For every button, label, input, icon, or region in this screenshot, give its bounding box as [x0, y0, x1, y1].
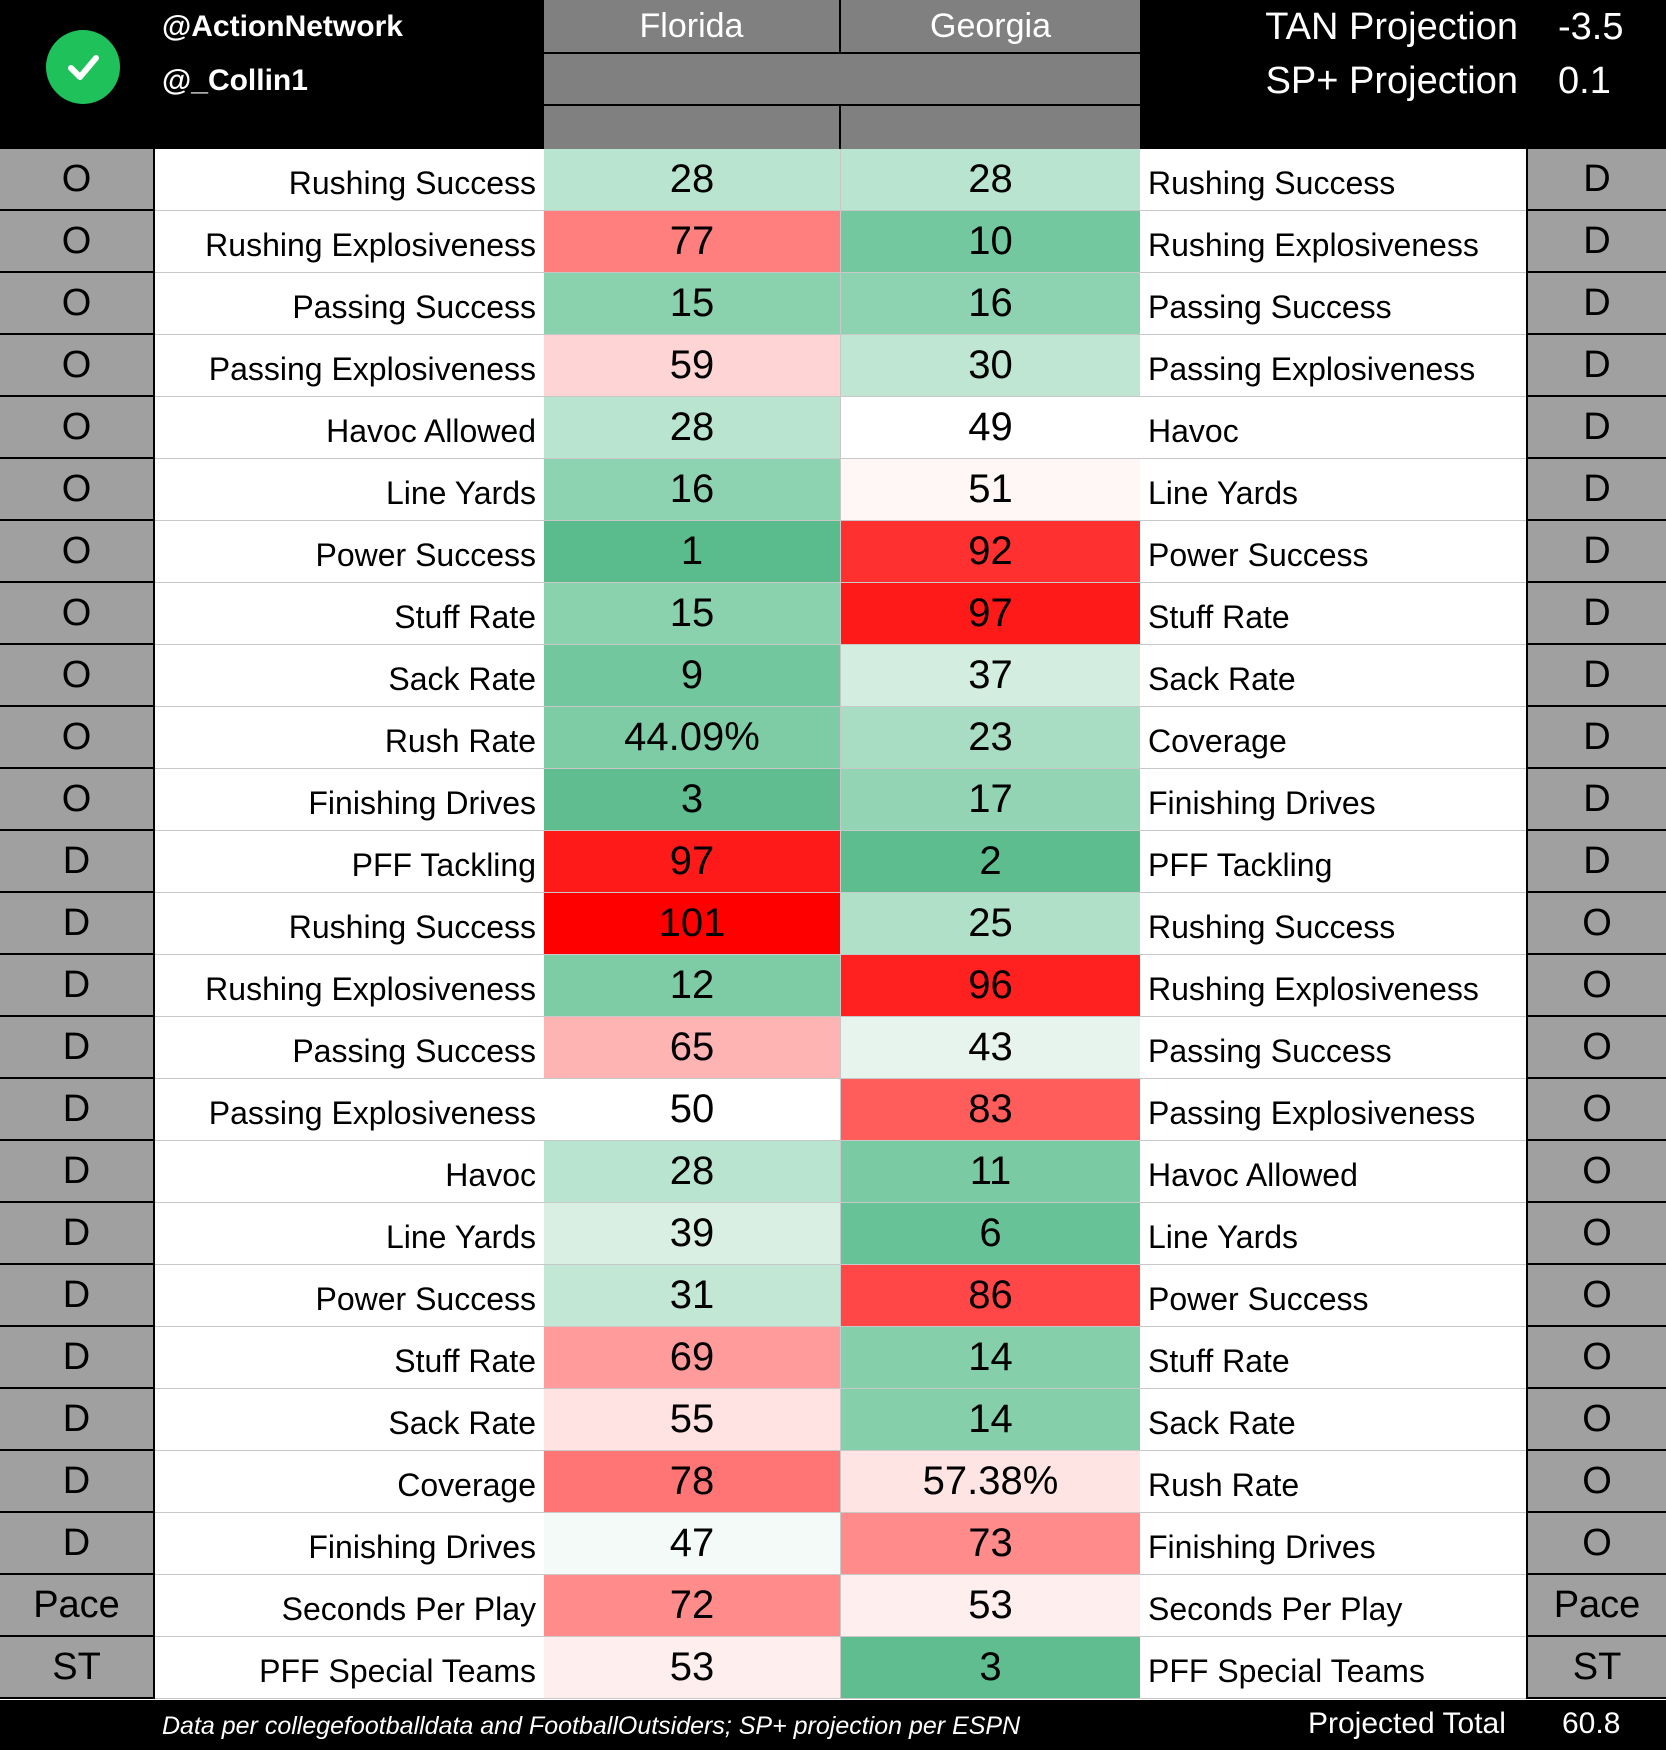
side-label-left: D: [0, 955, 155, 1017]
value-florida: 15: [544, 273, 841, 335]
metric-label-right: Havoc Allowed: [1140, 1141, 1526, 1203]
table-row: [0, 1451, 1666, 1513]
table-row: [0, 1017, 1666, 1079]
value-georgia: 30: [841, 335, 1140, 397]
side-label-left: D: [0, 831, 155, 893]
value-florida: 16: [544, 459, 841, 521]
metric-label-right: Power Success: [1140, 521, 1526, 583]
header-gray-sub-georgia: [841, 106, 1140, 149]
side-label-left: ST: [0, 1637, 155, 1699]
metric-label-right: Passing Explosiveness: [1140, 335, 1526, 397]
handle-collin: @_Collin1: [162, 64, 308, 97]
metric-label-right: Line Yards: [1140, 459, 1526, 521]
value-georgia: 73: [841, 1513, 1140, 1575]
metric-label-right: Rush Rate: [1140, 1451, 1526, 1513]
metric-label-right: Havoc: [1140, 397, 1526, 459]
side-label-right: O: [1526, 1451, 1666, 1513]
side-label-right: O: [1526, 1265, 1666, 1327]
value-georgia: 97: [841, 583, 1140, 645]
metric-label-left: Passing Success: [155, 1017, 544, 1079]
side-label-right: D: [1526, 273, 1666, 335]
side-label-left: Pace: [0, 1575, 155, 1637]
metric-label-left: Finishing Drives: [155, 1513, 544, 1575]
value-georgia: 25: [841, 893, 1140, 955]
metric-label-left: Rushing Success: [155, 893, 544, 955]
table-row: [0, 893, 1666, 955]
side-label-left: O: [0, 335, 155, 397]
side-label-left: O: [0, 769, 155, 831]
table-row: [0, 1079, 1666, 1141]
metric-label-left: Seconds Per Play: [155, 1575, 544, 1637]
metric-label-left: Stuff Rate: [155, 583, 544, 645]
side-label-right: O: [1526, 955, 1666, 1017]
value-georgia: 43: [841, 1017, 1140, 1079]
metric-label-left: Stuff Rate: [155, 1327, 544, 1389]
value-florida: 39: [544, 1203, 841, 1265]
table-row: [0, 273, 1666, 335]
tan-projection-label: TAN Projection: [1265, 6, 1518, 48]
metric-label-left: Sack Rate: [155, 645, 544, 707]
side-label-right: D: [1526, 583, 1666, 645]
side-label-right: O: [1526, 1203, 1666, 1265]
metric-label-right: Rushing Success: [1140, 893, 1526, 955]
side-label-right: O: [1526, 1017, 1666, 1079]
metric-label-left: Passing Success: [155, 273, 544, 335]
value-florida: 50: [544, 1079, 841, 1141]
metric-label-right: Sack Rate: [1140, 645, 1526, 707]
metric-label-left: Rush Rate: [155, 707, 544, 769]
value-florida: 28: [544, 1141, 841, 1203]
team-header-georgia: Georgia: [841, 0, 1140, 52]
table-row: [0, 1637, 1666, 1699]
value-florida: 28: [544, 397, 841, 459]
table-row: [0, 769, 1666, 831]
table-row: [0, 645, 1666, 707]
side-label-left: D: [0, 1079, 155, 1141]
value-florida: 77: [544, 211, 841, 273]
side-label-right: D: [1526, 707, 1666, 769]
metrics-table: [0, 149, 1666, 1699]
value-florida: 3: [544, 769, 841, 831]
value-georgia: 86: [841, 1265, 1140, 1327]
source-note: Data per collegefootballdata and FootballOutsiders; SP+ projection per ESPN: [162, 1712, 1021, 1740]
value-florida: 59: [544, 335, 841, 397]
metric-label-left: Line Yards: [155, 1203, 544, 1265]
metric-label-right: Seconds Per Play: [1140, 1575, 1526, 1637]
side-label-right: O: [1526, 1327, 1666, 1389]
value-florida: 12: [544, 955, 841, 1017]
metric-label-right: Stuff Rate: [1140, 583, 1526, 645]
table-row: [0, 1513, 1666, 1575]
side-label-right: D: [1526, 397, 1666, 459]
side-label-left: D: [0, 1265, 155, 1327]
value-florida: 28: [544, 149, 841, 211]
side-label-left: O: [0, 521, 155, 583]
table-row: [0, 831, 1666, 893]
value-florida: 55: [544, 1389, 841, 1451]
value-georgia: 83: [841, 1079, 1140, 1141]
footer-bar: [0, 1700, 1666, 1750]
header-projection-block: [1140, 0, 1666, 149]
metric-label-right: Power Success: [1140, 1265, 1526, 1327]
metric-label-left: PFF Tackling: [155, 831, 544, 893]
side-label-right: O: [1526, 1141, 1666, 1203]
value-florida: 9: [544, 645, 841, 707]
table-row: [0, 1141, 1666, 1203]
value-florida: 78: [544, 1451, 841, 1513]
table-row: [0, 397, 1666, 459]
metric-label-right: Rushing Explosiveness: [1140, 211, 1526, 273]
value-georgia: 14: [841, 1389, 1140, 1451]
value-florida: 69: [544, 1327, 841, 1389]
side-label-left: D: [0, 1203, 155, 1265]
side-label-right: Pace: [1526, 1575, 1666, 1637]
side-label-left: D: [0, 1389, 155, 1451]
metric-label-right: Stuff Rate: [1140, 1327, 1526, 1389]
side-label-left: O: [0, 645, 155, 707]
value-georgia: 57.38%: [841, 1451, 1140, 1513]
metric-label-right: Rushing Success: [1140, 149, 1526, 211]
side-label-right: D: [1526, 521, 1666, 583]
header-gray-sub-florida: [544, 106, 841, 149]
side-label-right: D: [1526, 645, 1666, 707]
projected-total-label: Projected Total: [1308, 1707, 1506, 1740]
metric-label-left: Rushing Explosiveness: [155, 211, 544, 273]
value-florida: 65: [544, 1017, 841, 1079]
value-georgia: 17: [841, 769, 1140, 831]
metric-label-right: Finishing Drives: [1140, 769, 1526, 831]
metric-label-left: Coverage: [155, 1451, 544, 1513]
metric-label-right: Sack Rate: [1140, 1389, 1526, 1451]
side-label-left: O: [0, 459, 155, 521]
value-georgia: 96: [841, 955, 1140, 1017]
value-georgia: 92: [841, 521, 1140, 583]
table-row: [0, 1389, 1666, 1451]
sp-projection-label: SP+ Projection: [1265, 60, 1518, 102]
side-label-right: O: [1526, 1513, 1666, 1575]
side-label-left: D: [0, 1327, 155, 1389]
tan-projection-value: -3.5: [1558, 6, 1624, 48]
value-florida: 44.09%: [544, 707, 841, 769]
value-georgia: 11: [841, 1141, 1140, 1203]
metric-label-left: Havoc: [155, 1141, 544, 1203]
metric-label-left: Havoc Allowed: [155, 397, 544, 459]
value-florida: 72: [544, 1575, 841, 1637]
metric-label-right: Finishing Drives: [1140, 1513, 1526, 1575]
value-georgia: 16: [841, 273, 1140, 335]
table-row: [0, 1575, 1666, 1637]
team-header-florida: Florida: [544, 0, 841, 52]
value-georgia: 49: [841, 397, 1140, 459]
value-florida: 31: [544, 1265, 841, 1327]
side-label-left: O: [0, 397, 155, 459]
side-label-right: D: [1526, 211, 1666, 273]
header-brand-block: [0, 0, 544, 149]
side-label-left: D: [0, 893, 155, 955]
value-georgia: 53: [841, 1575, 1140, 1637]
sp-projection-value: 0.1: [1558, 60, 1611, 102]
side-label-right: O: [1526, 893, 1666, 955]
value-georgia: 2: [841, 831, 1140, 893]
value-florida: 15: [544, 583, 841, 645]
metric-label-right: Passing Explosiveness: [1140, 1079, 1526, 1141]
table-row: [0, 955, 1666, 1017]
side-label-right: D: [1526, 769, 1666, 831]
header-gray-band: [544, 52, 1140, 106]
value-georgia: 3: [841, 1637, 1140, 1699]
value-florida: 53: [544, 1637, 841, 1699]
value-georgia: 6: [841, 1203, 1140, 1265]
metric-label-right: PFF Special Teams: [1140, 1637, 1526, 1699]
metric-label-left: PFF Special Teams: [155, 1637, 544, 1699]
metric-label-right: Coverage: [1140, 707, 1526, 769]
metric-label-right: PFF Tackling: [1140, 831, 1526, 893]
table-row: [0, 1327, 1666, 1389]
side-label-right: D: [1526, 149, 1666, 211]
side-label-left: O: [0, 707, 155, 769]
metric-label-left: Sack Rate: [155, 1389, 544, 1451]
value-florida: 97: [544, 831, 841, 893]
side-label-right: D: [1526, 831, 1666, 893]
side-label-left: D: [0, 1513, 155, 1575]
checkmark-icon: [46, 30, 120, 104]
table-row: [0, 149, 1666, 211]
value-georgia: 23: [841, 707, 1140, 769]
value-georgia: 10: [841, 211, 1140, 273]
value-georgia: 51: [841, 459, 1140, 521]
value-georgia: 14: [841, 1327, 1140, 1389]
table-row: [0, 583, 1666, 645]
table-row: [0, 211, 1666, 273]
metric-label-left: Passing Explosiveness: [155, 1079, 544, 1141]
table-row: [0, 1265, 1666, 1327]
metric-label-right: Line Yards: [1140, 1203, 1526, 1265]
side-label-right: O: [1526, 1079, 1666, 1141]
side-label-left: D: [0, 1017, 155, 1079]
side-label-right: D: [1526, 459, 1666, 521]
projected-total-value: 60.8: [1562, 1707, 1621, 1740]
metric-label-left: Passing Explosiveness: [155, 335, 544, 397]
side-label-right: D: [1526, 335, 1666, 397]
side-label-left: O: [0, 583, 155, 645]
value-florida: 101: [544, 893, 841, 955]
metric-label-left: Power Success: [155, 521, 544, 583]
value-georgia: 28: [841, 149, 1140, 211]
value-florida: 47: [544, 1513, 841, 1575]
metric-label-left: Power Success: [155, 1265, 544, 1327]
metric-label-right: Rushing Explosiveness: [1140, 955, 1526, 1017]
side-label-left: O: [0, 149, 155, 211]
side-label-left: O: [0, 273, 155, 335]
table-row: [0, 335, 1666, 397]
metric-label-left: Rushing Explosiveness: [155, 955, 544, 1017]
metric-label-right: Passing Success: [1140, 273, 1526, 335]
table-row: [0, 1203, 1666, 1265]
metric-label-right: Passing Success: [1140, 1017, 1526, 1079]
metric-label-left: Finishing Drives: [155, 769, 544, 831]
side-label-left: D: [0, 1451, 155, 1513]
metric-label-left: Line Yards: [155, 459, 544, 521]
handle-action-network: @ActionNetwork: [162, 10, 403, 43]
table-row: [0, 459, 1666, 521]
table-row: [0, 707, 1666, 769]
side-label-left: D: [0, 1141, 155, 1203]
table-row: [0, 521, 1666, 583]
value-florida: 1: [544, 521, 841, 583]
side-label-right: O: [1526, 1389, 1666, 1451]
metric-label-left: Rushing Success: [155, 149, 544, 211]
side-label-left: O: [0, 211, 155, 273]
value-georgia: 37: [841, 645, 1140, 707]
side-label-right: ST: [1526, 1637, 1666, 1699]
